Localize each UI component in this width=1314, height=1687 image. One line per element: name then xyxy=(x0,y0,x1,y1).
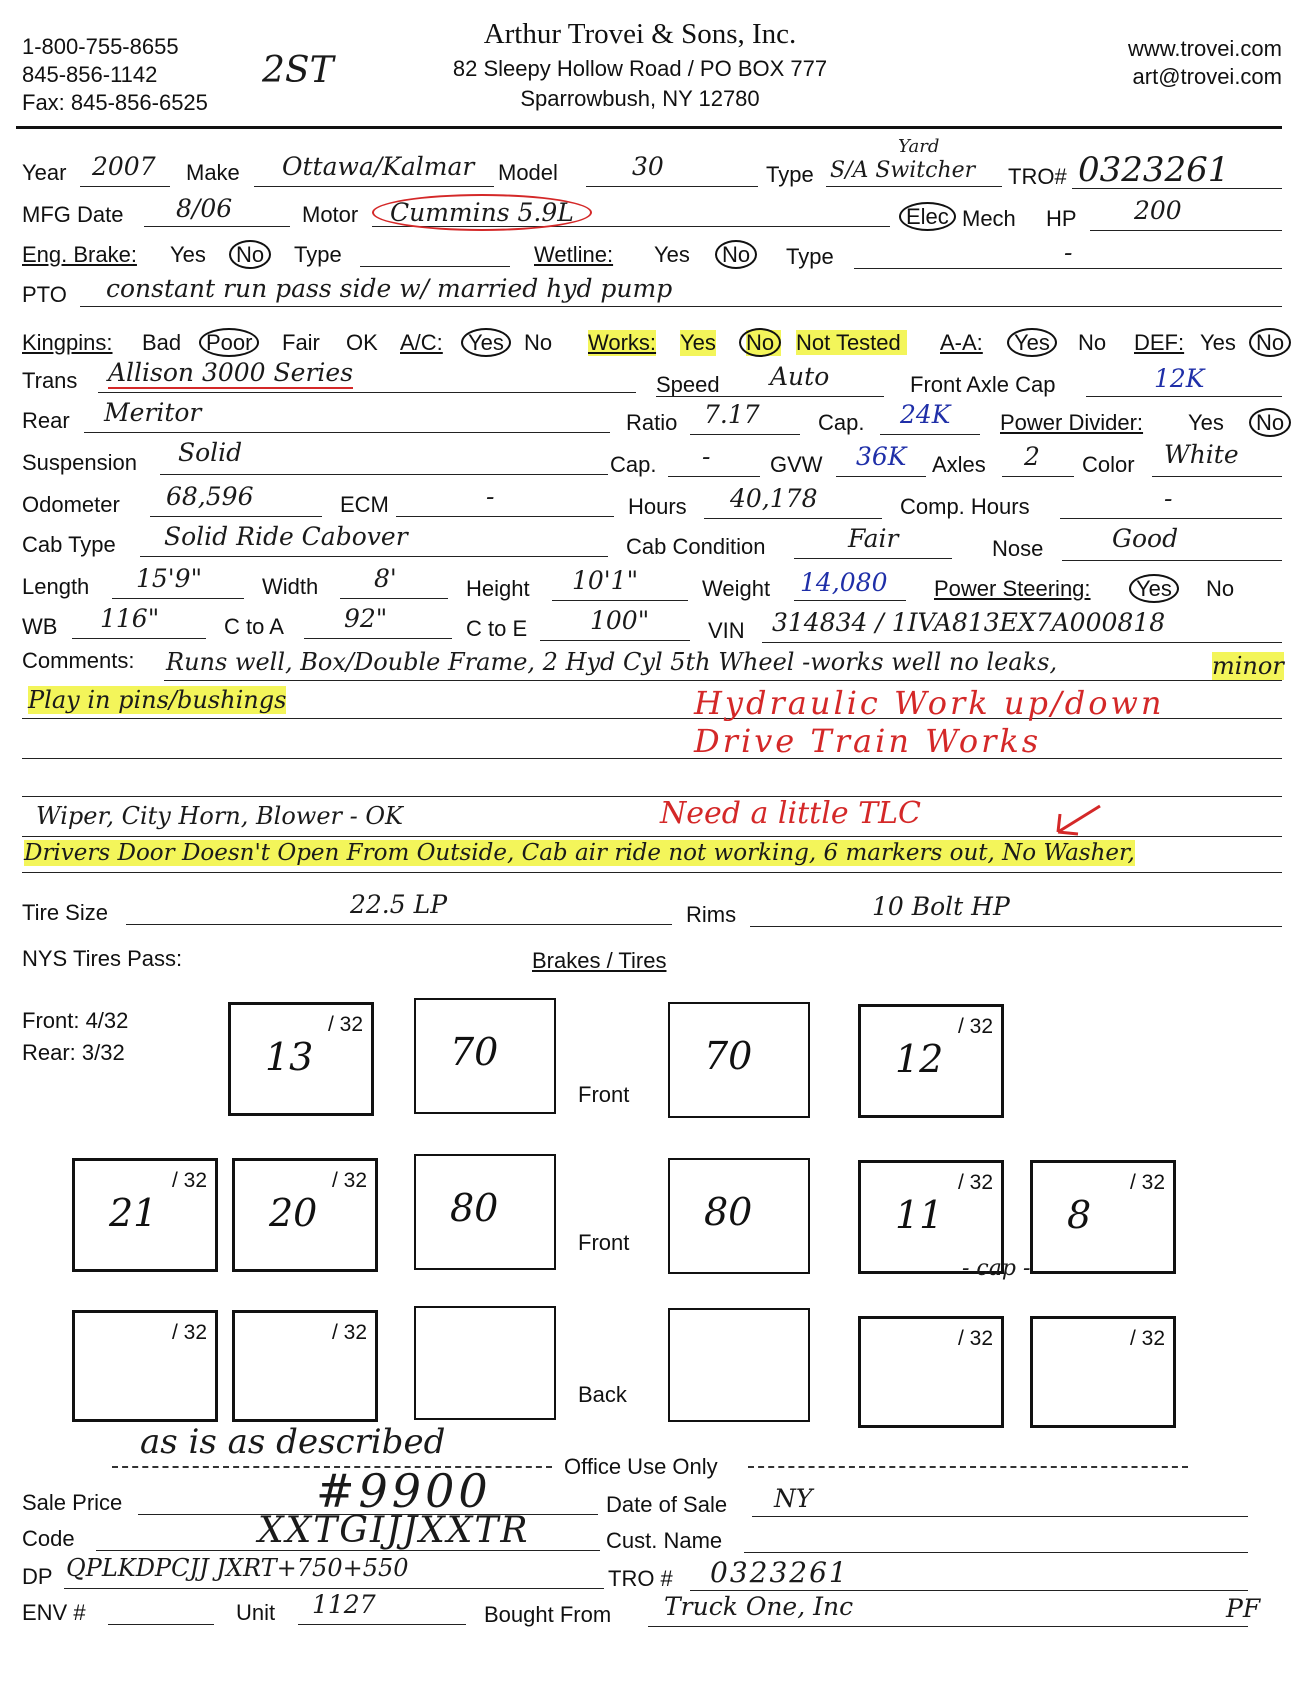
note-2st: 2ST xyxy=(262,50,334,91)
width-value[interactable]: 8' xyxy=(374,564,397,593)
cap-note: - cap - xyxy=(962,1256,1031,1281)
comp-hours-value[interactable]: - xyxy=(1164,484,1173,513)
ac-yes-selected[interactable]: Yes xyxy=(461,328,511,357)
label-power-steering: Power Steering: xyxy=(934,576,1091,601)
kingpins-fair[interactable]: Fair xyxy=(282,330,320,355)
c-to-a-line xyxy=(304,638,452,639)
dp-line xyxy=(64,1588,604,1589)
front-requirement: Front: 4/32 xyxy=(22,1008,129,1033)
make-value[interactable]: Ottawa/Kalmar xyxy=(282,152,475,181)
susp-cap-value[interactable]: - xyxy=(702,442,711,471)
weight-value[interactable]: 14,080 xyxy=(800,568,888,597)
power-steering-yes-selected[interactable]: Yes xyxy=(1129,574,1179,603)
label-cab-condition: Cab Condition xyxy=(626,534,766,559)
gvw-value[interactable]: 36K xyxy=(856,442,907,471)
tire-box-drive-2[interactable]: / 32 20 xyxy=(232,1158,378,1272)
c-to-e-value[interactable]: 100" xyxy=(590,606,650,635)
ecm-line xyxy=(396,516,614,517)
tro-office-value[interactable]: 0323261 xyxy=(710,1556,849,1589)
label-pto: PTO xyxy=(22,282,67,307)
tire-box-rear-2[interactable]: / 32 xyxy=(232,1310,378,1422)
label-cab-type: Cab Type xyxy=(22,532,116,557)
works-not-tested[interactable]: Not Tested xyxy=(796,330,907,355)
label-odometer: Odometer xyxy=(22,492,120,517)
ac-no[interactable]: No xyxy=(524,330,553,355)
label-date-of-sale: Date of Sale xyxy=(606,1492,728,1517)
axles-value[interactable]: 2 xyxy=(1024,442,1040,471)
label-nose: Nose xyxy=(992,536,1044,561)
label-tro: TRO# xyxy=(1008,164,1067,189)
website: www.trovei.com xyxy=(1127,36,1282,61)
type-line xyxy=(826,186,1002,187)
type-value[interactable]: S/A Switcher xyxy=(830,158,976,183)
nose-value[interactable]: Good xyxy=(1112,524,1179,553)
suspension-line xyxy=(160,474,608,475)
label-axles: Axles xyxy=(932,452,986,477)
label-year: Year xyxy=(22,160,67,185)
label-speed: Speed xyxy=(656,372,720,397)
unit-line xyxy=(298,1624,466,1625)
def-yes[interactable]: Yes xyxy=(1200,330,1236,355)
label-env: ENV # xyxy=(22,1600,86,1625)
rear-cap-line xyxy=(880,434,980,435)
label-weight: Weight xyxy=(702,576,771,601)
tire-box-front-right[interactable]: / 32 12 xyxy=(858,1004,1004,1118)
vin-value[interactable]: 314834 / 1IVA813EX7A000818 xyxy=(772,608,1166,637)
option-mech[interactable]: Mech xyxy=(962,206,1016,231)
trans-value[interactable]: Allison 3000 Series xyxy=(108,358,354,387)
suspension-value[interactable]: Solid xyxy=(178,438,243,467)
rear-line xyxy=(84,432,610,433)
speed-line xyxy=(656,396,884,397)
label-c-to-a: C to A xyxy=(224,614,284,639)
label-trans: Trans xyxy=(22,368,78,393)
address-line-2: Sparrowbush, NY 12780 xyxy=(520,86,760,111)
label-vin: VIN xyxy=(708,618,745,643)
wetline-no-selected[interactable]: No xyxy=(715,240,757,269)
tire-box-drive-4[interactable]: / 32 8 xyxy=(1030,1160,1176,1274)
model-value[interactable]: 30 xyxy=(632,152,664,181)
height-value[interactable]: 10'1" xyxy=(572,566,639,595)
rear-value[interactable]: Meritor xyxy=(104,398,202,427)
engbrake-yes[interactable]: Yes xyxy=(170,242,206,267)
label-c-to-e: C to E xyxy=(466,616,528,641)
brake-box-rear-left[interactable] xyxy=(414,1306,556,1420)
label-rear-cap: Cap. xyxy=(818,410,865,435)
label-nys-tires: NYS Tires Pass: xyxy=(22,946,183,971)
label-ecm: ECM xyxy=(340,492,389,517)
type-note: Yard xyxy=(898,136,940,157)
label-type: Type xyxy=(766,162,814,187)
comment-line-1[interactable]: Runs well, Box/Double Frame, 2 Hyd Cyl 5th Wheel -works well no leaks, xyxy=(166,648,1058,676)
company-name: Arthur Trovei & Sons, Inc. xyxy=(483,18,797,50)
speed-value[interactable]: Auto xyxy=(770,362,830,391)
brake-box-rear-right[interactable] xyxy=(668,1308,810,1422)
label-color: Color xyxy=(1082,452,1135,477)
code-value[interactable]: XXTGIJJXXTR xyxy=(258,1510,530,1551)
label-gvw: GVW xyxy=(770,452,823,477)
aa-yes-selected[interactable]: Yes xyxy=(1007,328,1057,357)
brake-box-drive-right[interactable]: 80 xyxy=(668,1158,810,1274)
year-value[interactable]: 2007 xyxy=(92,152,156,181)
hours-line xyxy=(704,518,882,519)
label-height: Height xyxy=(466,576,530,601)
dp-value[interactable]: QPLKDPCJJ JXRT+750+550 xyxy=(66,1554,409,1582)
sale-price-value[interactable]: #9900 xyxy=(316,1464,492,1518)
label-wetline: Wetline: xyxy=(534,242,614,267)
label-hp: HP xyxy=(1046,206,1077,231)
ecm-value[interactable]: - xyxy=(486,482,495,511)
color-value[interactable]: White xyxy=(1164,440,1239,469)
bought-from-line xyxy=(648,1626,1248,1627)
power-divider-yes[interactable]: Yes xyxy=(1188,410,1224,435)
label-ac-works: Works: xyxy=(588,330,657,355)
make-line xyxy=(254,186,494,187)
tire-box-rear-3[interactable]: / 32 xyxy=(858,1316,1004,1428)
mfg-value[interactable]: 8/06 xyxy=(176,194,233,223)
label-tro-office: TRO # xyxy=(608,1566,673,1591)
label-front-axle-2: Front xyxy=(578,1230,630,1255)
date-of-sale-line xyxy=(752,1516,1248,1517)
cab-type-line xyxy=(140,556,608,557)
label-ratio: Ratio xyxy=(626,410,678,435)
odometer-value[interactable]: 68,596 xyxy=(166,482,254,511)
front-axle-value[interactable]: 12K xyxy=(1154,364,1205,393)
label-office-use: Office Use Only xyxy=(564,1454,718,1479)
cab-condition-value[interactable]: Fair xyxy=(848,524,899,553)
red-arrow-icon xyxy=(1050,796,1110,840)
motor-value[interactable]: Cummins 5.9L xyxy=(372,194,592,231)
pto-value[interactable]: constant run pass side w/ married hyd pump xyxy=(106,274,673,303)
brake-box-drive-left[interactable]: 80 xyxy=(414,1154,556,1270)
works-yes[interactable]: Yes xyxy=(680,330,716,355)
front-axle-line xyxy=(1086,396,1282,397)
power-steering-no[interactable]: No xyxy=(1206,576,1235,601)
wb-value[interactable]: 116" xyxy=(100,604,160,633)
label-rear: Rear xyxy=(22,408,70,433)
power-divider-no-selected[interactable]: No xyxy=(1249,408,1291,437)
comment-line-2[interactable]: Play in pins/bushings xyxy=(28,686,287,714)
wetline-type-value[interactable]: - xyxy=(1064,238,1073,267)
cust-name-line xyxy=(744,1552,1248,1553)
label-power-divider: Power Divider: xyxy=(1000,410,1144,435)
length-line xyxy=(112,598,244,599)
odometer-line xyxy=(150,516,322,517)
comments-line-3 xyxy=(22,758,1282,759)
tire-box-drive-3[interactable]: / 32 11 xyxy=(858,1160,1004,1274)
label-mfg-date: MFG Date xyxy=(22,202,124,227)
label-engbrake-type: Type xyxy=(294,242,342,267)
rims-line xyxy=(750,926,1282,927)
tire-box-front-left[interactable]: / 32 13 xyxy=(228,1002,374,1116)
vin-line xyxy=(762,642,1282,643)
label-aa: A-A: xyxy=(940,330,983,355)
tro-office-line xyxy=(690,1590,1248,1591)
label-wetline-type: Type xyxy=(786,244,834,269)
rims-value[interactable]: 10 Bolt HP xyxy=(872,892,1010,921)
label-ac: A/C: xyxy=(400,330,443,355)
brake-box-front-right[interactable]: 70 xyxy=(668,1002,810,1118)
cab-type-value[interactable]: Solid Ride Cabover xyxy=(164,522,408,551)
red-note-hydraulic[interactable]: Hydraulic Work up/down xyxy=(694,684,1165,722)
label-model: Model xyxy=(498,160,558,185)
option-elec-selected[interactable]: Elec xyxy=(899,202,956,231)
nose-line xyxy=(1062,560,1282,561)
brake-box-front-left[interactable]: 70 xyxy=(414,998,556,1114)
tire-box-rear-1[interactable]: / 32 xyxy=(72,1310,218,1422)
susp-cap-line xyxy=(668,476,760,477)
pto-line xyxy=(80,306,1282,307)
comment-line-4[interactable]: Drivers Door Doesn't Open From Outside, Cab air ride not working, 6 markers out, No Washer, xyxy=(24,840,1135,866)
works-no-selected[interactable]: No xyxy=(739,328,781,357)
tro-value[interactable]: 0323261 xyxy=(1078,150,1230,190)
label-front-axle-cap: Front Axle Cap xyxy=(910,372,1056,397)
label-code: Code xyxy=(22,1526,75,1551)
engbrake-no-selected[interactable]: No xyxy=(229,240,271,269)
tire-box-rear-4[interactable]: / 32 xyxy=(1030,1316,1176,1428)
weight-line xyxy=(794,600,906,601)
label-wb: WB xyxy=(22,614,58,639)
year-line xyxy=(80,186,170,187)
phone-2: 845-856-1142 xyxy=(22,62,158,87)
height-line xyxy=(552,600,688,601)
color-line xyxy=(1152,476,1282,477)
label-make: Make xyxy=(186,160,240,185)
label-susp-cap: Cap. xyxy=(610,452,657,477)
label-unit: Unit xyxy=(236,1600,276,1625)
ratio-line xyxy=(690,434,800,435)
model-line xyxy=(586,186,758,187)
header-rule xyxy=(16,126,1282,129)
bought-from-value[interactable]: Truck One, Inc xyxy=(664,1592,854,1621)
wetline-yes[interactable]: Yes xyxy=(654,242,690,267)
hp-line xyxy=(1090,230,1282,231)
label-comp-hours: Comp. Hours xyxy=(900,494,1030,519)
wetline-type-line xyxy=(854,268,1282,269)
label-dp: DP xyxy=(22,1564,53,1589)
date-of-sale-value[interactable]: NY xyxy=(774,1484,813,1513)
label-kingpins: Kingpins: xyxy=(22,330,113,355)
kingpins-ok[interactable]: OK xyxy=(346,330,378,355)
comments-line-1 xyxy=(164,680,1282,681)
rear-cap-value[interactable]: 24K xyxy=(900,400,951,429)
phone-1: 1-800-755-8655 xyxy=(22,34,179,59)
label-motor: Motor xyxy=(302,202,359,227)
tire-size-value[interactable]: 22.5 LP xyxy=(350,890,448,919)
fax: Fax: 845-856-6525 xyxy=(22,90,208,115)
engbrake-type-line xyxy=(360,266,510,267)
comments-line-6 xyxy=(22,872,1282,873)
wb-line xyxy=(72,638,206,639)
mfg-line xyxy=(144,226,290,227)
red-note-drivetrain[interactable]: Drive Train Works xyxy=(694,722,1042,760)
red-note-tlc[interactable]: Need a little TLC xyxy=(660,796,921,831)
axles-line xyxy=(1002,476,1074,477)
aa-no[interactable]: No xyxy=(1078,330,1107,355)
label-length: Length xyxy=(22,574,90,599)
label-suspension: Suspension xyxy=(22,450,137,475)
def-no-selected[interactable]: No xyxy=(1249,328,1291,357)
label-comments: Comments: xyxy=(22,648,135,673)
tire-box-drive-1[interactable]: / 32 21 xyxy=(72,1158,218,1272)
hours-value[interactable]: 40,178 xyxy=(730,484,818,513)
label-cust-name: Cust. Name xyxy=(606,1528,723,1553)
label-rims: Rims xyxy=(686,902,737,927)
comment-line-3[interactable]: Wiper, City Horn, Blower - OK xyxy=(36,802,403,830)
env-line xyxy=(108,1624,214,1625)
office-dash-right xyxy=(748,1466,1188,1468)
width-line xyxy=(340,598,448,599)
kingpins-bad[interactable]: Bad xyxy=(142,330,182,355)
label-eng-brake: Eng. Brake: xyxy=(22,242,137,267)
kingpins-poor-selected[interactable]: Poor xyxy=(199,328,259,357)
as-is-note: as is as described xyxy=(140,1422,446,1462)
c-to-e-line xyxy=(540,640,690,641)
label-hours: Hours xyxy=(628,494,687,519)
label-width: Width xyxy=(262,574,319,599)
rear-requirement: Rear: 3/32 xyxy=(22,1040,125,1065)
ratio-value[interactable]: 7.17 xyxy=(704,400,760,429)
tire-size-line xyxy=(126,924,672,925)
label-front-axle-1: Front xyxy=(578,1082,630,1107)
label-bought-from: Bought From xyxy=(484,1602,612,1627)
cab-condition-line xyxy=(794,558,952,559)
length-value[interactable]: 15'9" xyxy=(136,564,203,593)
label-back-axle: Back xyxy=(578,1382,627,1407)
label-tire-size: Tire Size xyxy=(22,900,108,925)
comp-hours-line xyxy=(1060,518,1282,519)
unit-value[interactable]: 1127 xyxy=(312,1590,376,1619)
email: art@trovei.com xyxy=(1132,64,1282,89)
label-sale-price: Sale Price xyxy=(22,1490,123,1515)
initials: PF xyxy=(1226,1594,1261,1623)
trans-line xyxy=(98,392,636,393)
label-brakes-tires: Brakes / Tires xyxy=(532,948,667,973)
comment-line-1-highlight[interactable]: minor xyxy=(1212,652,1284,680)
hp-value[interactable]: 200 xyxy=(1134,196,1182,225)
label-def: DEF: xyxy=(1134,330,1185,355)
address-line-1: 82 Sleepy Hollow Road / PO BOX 777 xyxy=(452,56,828,81)
c-to-a-value[interactable]: 92" xyxy=(344,604,388,633)
gvw-line xyxy=(836,476,926,477)
